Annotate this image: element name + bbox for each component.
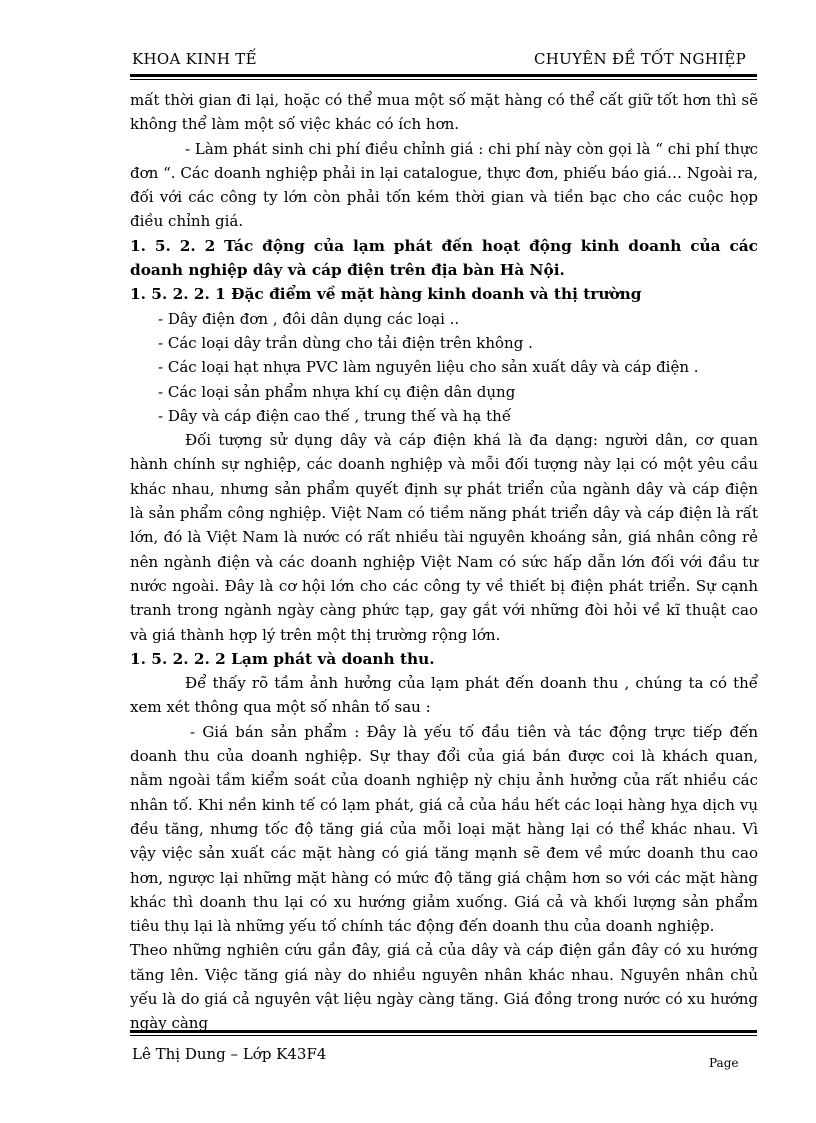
subsection-heading: 1. 5. 2. 2. 2 Lạm phát và doanh thu. bbox=[130, 649, 435, 668]
header-rule-thin bbox=[130, 79, 757, 80]
list-item: - Các loại dây trần dùng cho tải điện trên không . bbox=[158, 333, 533, 352]
footer-page-label: Page bbox=[709, 1056, 739, 1070]
section-heading: 1. 5. 2. 2 Tác động của lạm phát đến hoạt động kinh doanh của các doanh nghiệp dây và cáp điện trên địa bàn Hà Nội. bbox=[130, 236, 758, 280]
paragraph: mất thời gian đi lại, hoặc có thể mua một số mặt hàng có thể cất giữ tốt hơn thì sẽ không thể làm một số việc khác có ích hơn. bbox=[130, 91, 758, 134]
footer-rule-thick bbox=[130, 1030, 757, 1033]
list-item: - Dây điện đơn , đôi dân dụng các loại .. bbox=[158, 309, 460, 328]
paragraph: - Làm phát sinh chi phí điều chỉnh giá : chi phí này còn gọi là “ chi phí thực đơn “. Các doanh nghiệp phải in lại catalogue, thực đơn, phiếu báo giá… Ngoài ra, đối với các công ty lớn còn phải tốn kém thời gian và tiền bạc cho các cuộc họp điều chỉnh giá. bbox=[130, 139, 758, 231]
list-item: - Dây và cáp điện cao thế , trung thế và hạ thế bbox=[158, 406, 512, 425]
paragraph: Để thấy rõ tầm ảnh hưởng của lạm phát đến doanh thu , chúng ta có thể xem xét thông qua một số nhân tố sau : bbox=[130, 674, 758, 717]
list-item: - Các loại sản phẩm nhựa khí cụ điện dân dụng bbox=[158, 382, 516, 401]
header-rule-thick bbox=[130, 74, 757, 77]
footer-rule-thin bbox=[130, 1035, 757, 1036]
header-title: CHUYÊN ĐỀ TỐT NGHIỆP bbox=[533, 50, 746, 68]
footer-author: Lê Thị Dung – Lớp K43F4 bbox=[132, 1045, 327, 1063]
subsection-heading: 1. 5. 2. 2. 1 Đặc điểm về mặt hàng kinh doanh và thị trường bbox=[130, 285, 642, 304]
header-faculty: KHOA KINH TẾ bbox=[132, 50, 257, 68]
document-body bbox=[130, 88, 758, 1036]
paragraph: - Giá bán sản phẩm : Đây là yếu tố đầu tiên và tác động trực tiếp đến doanh thu của doanh nghiệp. Sự thay đổi của giá bán được coi là khách quan, nằm ngoài tầm kiểm soát của doanh nghiệp nỳ chịu ảnh hưởng của rất nhiều các nhân tố. Khi nền kinh tế có lạm phát, giá cả của hầu hết các loại hàng hỵa dịch vụ đều tăng, nhưng tốc độ tăng giá của mỗi loại mặt hàng lại có thể khác nhau. Vì vậy việc sản xuất các mặt hàng có giá tăng mạnh sẽ đem về mức doanh thu cao hơn, ngược lại những mặt hàng có mức độ tăng giá chậm hơn so với các mặt hàng khác thì doanh thu lại có xu hướng giảm xuống. Giá cả và khối lượng sản phẩm tiêu thụ lại là những yếu tố chính tác động đến doanh thu của doanh nghiệp. bbox=[130, 722, 758, 936]
paragraph: Đối tượng sử dụng dây và cáp điện khá là đa dạng: người dân, cơ quan hành chính sự nghiệp, các doanh nghiệp và mỗi đối tượng này lại có một yêu cầu khác nhau, nhưng sản phẩm quyết định sự phát triển của ngành dây và cáp điện là sản phẩm công nghiệp. Việt Nam có tiềm năng phát triển dây và cáp điện là rất lớn, đó là Việt Nam là nước có rất nhiều tài nguyên khoáng sản, giá nhân công rẻ nên ngành điện và các doanh nghiệp Việt Nam có sức hấp dẫn lớn đối với đầu tư nước ngoài. Đây là cơ hội lớn cho các công ty về thiết bị điện phát triển. Sự cạnh tranh trong ngành ngày càng phức tạp, gay gắt với những đòi hỏi về kĩ thuật cao và giá thành hợp lý trên một thị trường rộng lớn. bbox=[130, 431, 758, 644]
list-item: - Các loại hạt nhựa PVC làm nguyên liệu cho sản xuất dây và cáp điện . bbox=[158, 358, 699, 377]
paragraph: Theo những nghiên cứu gần đây, giá cả của dây và cáp điện gần đây có xu hướng tăng lên. Việc tăng giá này do nhiều nguyên nhân khác nhau. Nguyên nhân chủ yếu là do giá cả nguyên vật liệu ngày càng tăng. Giá đồng trong nước có xu hướng ngày càng bbox=[130, 941, 758, 1033]
